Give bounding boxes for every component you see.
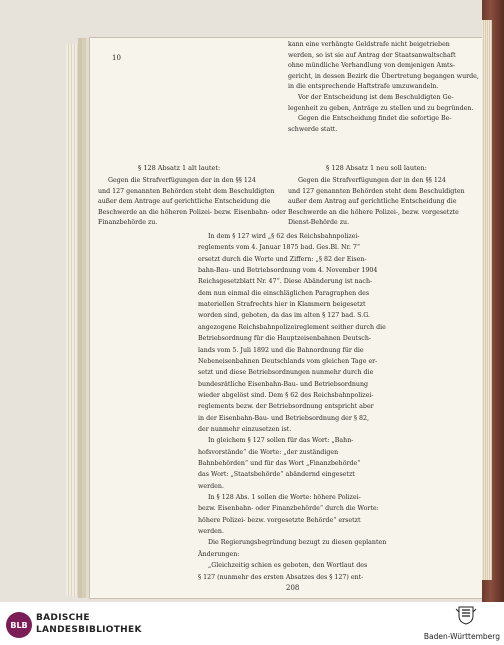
text-line: worden sind, geboten, da das im alten § 127 bad. S.G.	[198, 312, 370, 320]
text-line: ohne mündliche Verhandlung von demjenigen Amts-	[288, 62, 455, 70]
text-line: bezw. Eisenbahn- oder Finanzbehörde“ durch die Worte:	[198, 505, 379, 513]
page-edges	[66, 44, 90, 596]
text-line: reglements bezw. der Betriebsordnung entspricht aber	[198, 403, 374, 411]
text-line: und 127 genannten Behörden steht dem Beschuldigten	[98, 187, 275, 195]
text-line: Gegen die Strafverfügungen der in den §§ 124	[298, 177, 446, 184]
state-name: Baden-Württemberg	[423, 632, 500, 641]
text-line: schwerde statt.	[288, 125, 338, 133]
text-line: bundesrätliche Eisenbahn-Bau- und Betriebsordnung	[198, 380, 369, 388]
text-line: Reichsgesetzblatt Nr. 47“. Diese Abänderung ist nach-	[198, 278, 373, 286]
page-number-bottom: 208	[286, 584, 300, 592]
text-line: Die Regierungsbegründung bezugt zu diesen geplanten	[208, 539, 387, 547]
text-line: lands vom 5. Juli 1892 und die Bahnordnung für die	[198, 346, 364, 354]
library-name-line2: LANDESBIBLIOTHEK	[36, 625, 142, 635]
text-line: § 127 (nunmehr des ersten Absatzes des § 127) ent-	[198, 573, 364, 581]
text-line: der nunmehr einzusetzen ist.	[198, 425, 292, 433]
text-line: legenheit zu geben, Anträge zu stellen und zu begründen.	[288, 104, 474, 112]
text-line: setzt und diese Betriebsordnungen nunmehr durch die	[198, 369, 374, 377]
text-line: Beschwerde an die höhere Polizei-, bezw. vorgesetzte	[288, 208, 459, 216]
text-line: In § 128 Abs. 1 sollen die Worte: höhere Polizei-	[208, 494, 361, 502]
text-line: hofsvorstände“ die Worte: „der zuständigen	[198, 448, 339, 456]
left-heading: § 128 Absatz 1 alt lautet:	[138, 164, 221, 172]
text-line: höhere Polizei- bezw. vorgesetzte Behörde“ ersetzt	[198, 516, 361, 524]
text-line: kann eine verhängte Geldstrafe nicht beigetrieben	[288, 41, 450, 48]
text-line: in der Eisenbahn-Bau- und Betriebsordnung der § 82,	[198, 414, 370, 422]
baden-wuerttemberg-crest-icon	[455, 604, 477, 626]
text-line: dem nun einmal die einschläglichen Paragraphen des	[198, 289, 370, 297]
text-line: materiellen Strafrechts hier in Klammern beigesetzt	[198, 301, 366, 309]
text-line: Nebeneisenbahnen Deutschlands vom gleichen Tage er-	[198, 357, 378, 365]
text-line: Finanzbehörde zu.	[98, 219, 158, 227]
text-line: Bahnbehörden“ und für das Wort „Finanzbehörde“	[198, 460, 361, 467]
text-line: werden, so ist sie auf Antrag der Staatsanwaltschaft	[288, 51, 456, 59]
text-line: Dienst-Behörde zu.	[288, 219, 350, 227]
text-line: außer dem Antrag auf gerichtliche Entscheidung die	[288, 198, 457, 206]
text-line: Beschwerde an die höheren Polizei- bezw. Eisenbahn- oder	[98, 208, 286, 216]
book-cover-edge	[482, 0, 504, 602]
text-line: Gegen die Entscheidung findet die sofortige Be-	[298, 115, 452, 123]
blb-logo-icon: BLB	[6, 612, 32, 638]
library-name-line1: BADISCHE	[36, 613, 90, 623]
text-line: Gegen die Strafverfügungen der in den §§ 124	[108, 177, 256, 184]
text-line: reglements vom 4. Januar 1875 bad. Ges.Bl. Nr. 7“	[198, 244, 361, 252]
footer-bar	[0, 602, 504, 645]
text-line: werden.	[198, 528, 224, 536]
text-line: Vor der Entscheidung ist dem Beschuldigten Ge-	[298, 94, 454, 101]
text-line: „Gleichzeitig schien es geboten, den Wortlaut des	[208, 562, 368, 570]
text-line: Änderungen:	[198, 550, 240, 558]
text-line: außer dem Antrage auf gerichtliche Entscheidung die	[98, 198, 271, 206]
text-line: werden.	[198, 482, 224, 490]
text-line: bahn-Bau- und Betriebsordnung vom 4. November 1904	[198, 267, 378, 275]
page-number-top: 10	[112, 54, 121, 62]
right-heading: § 128 Absatz 1 neu soll lauten:	[326, 164, 427, 172]
text-line: In gleichem § 127 sollen für das Wort: „Bahn-	[208, 437, 354, 445]
text-line: angezogene Reichsbahnpolizeireglement seither durch die	[198, 323, 386, 331]
text-line: das Wort: „Staatsbehörde“ abändernd eingesetzt	[198, 471, 355, 479]
text-line: Betriebsordnung für die Hauptzeisenbahnen Deutsch-	[198, 335, 372, 343]
text-line: wieder abgelöst sind. Dem § 62 des Reichsbahnpolizei-	[198, 391, 374, 399]
text-line: und 127 genannten Behörden steht dem Beschuldigten	[288, 187, 465, 195]
text-line: In dem § 127 wird „§ 62 des Reichsbahnpolizei-	[208, 233, 360, 240]
text-line: in die entsprechende Haftstrafe umzuwandeln.	[288, 83, 439, 91]
book-page	[90, 38, 482, 598]
text-line: ersetzt durch die Worte und Ziffern: „§ 82 der Eisen-	[198, 255, 367, 263]
text-line: gericht, in dessen Bezirk die Übertretung begangen wurde,	[288, 72, 479, 80]
